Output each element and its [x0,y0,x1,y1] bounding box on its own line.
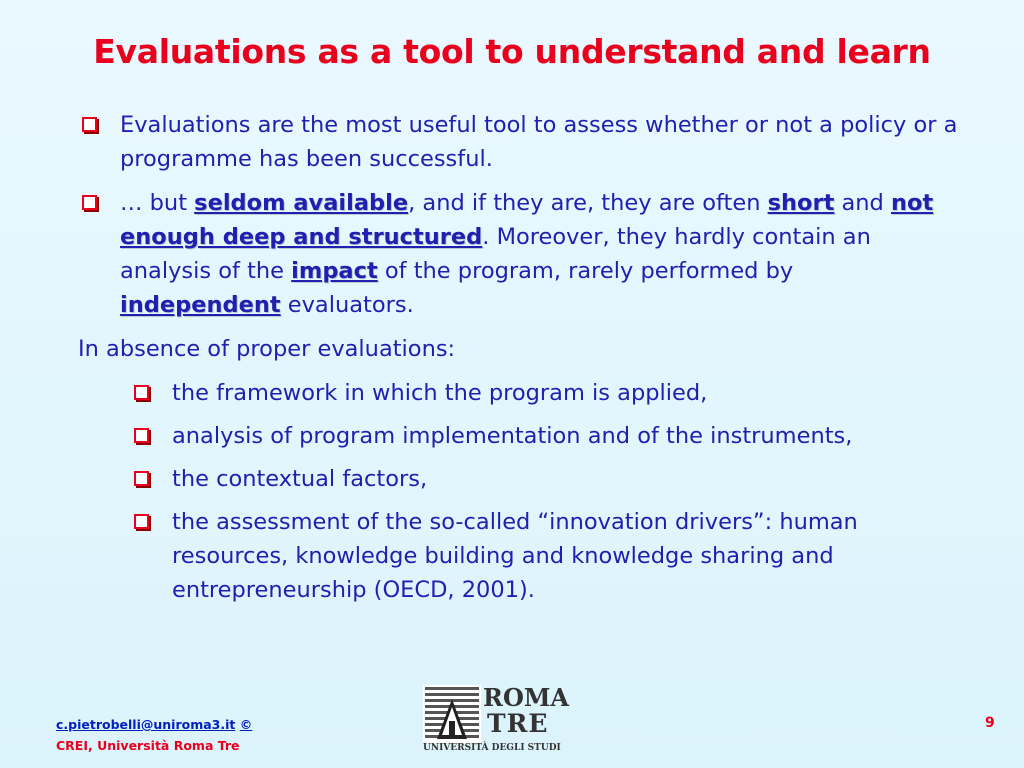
highlight-text: impact [291,258,378,284]
sub-bullet-text: the contextual factors, [172,466,428,492]
bullet-text-part: , and if they are, they are often [408,190,768,216]
highlight-text: independent [120,292,281,318]
email-link[interactable]: c.pietrobelli@uniroma3.it [56,717,236,732]
highlight-text: seldom available [194,190,409,216]
bullet-item [78,186,958,322]
university-emblem-icon [423,685,481,743]
checkbox-bullet-icon [82,117,97,132]
sub-bullet-item [130,505,958,607]
footer-credits [56,714,252,756]
bullet-text: Evaluations are the most useful tool to assess whether or not a policy or a programme has been successful. [120,112,958,172]
bullet-item [78,108,958,176]
highlight-text: short [767,190,835,216]
checkbox-bullet-icon [134,471,149,486]
sub-bullet-item [130,376,958,410]
logo-tre-text: TRE [487,709,549,738]
sub-bullet-item [130,419,958,453]
highlight-text: not enough deep and structured [120,190,934,250]
checkbox-bullet-icon [134,385,149,400]
absence-heading: In absence of proper evaluations: [78,336,456,362]
bullet-text-part: … but [120,190,195,216]
sub-bullet-text: the assessment of the so-called “innovation drivers”: human resources, knowledge building and knowledge sharing and entrepreneurship (OECD, 2001). [172,509,858,603]
logo-roma-text: ROMA [483,683,570,712]
institution-label: CREI, Università Roma Tre [56,738,240,753]
sub-bullet-item [130,462,958,496]
checkbox-bullet-icon [134,428,149,443]
bullet-text-part: evaluators. [280,292,414,318]
sub-bullet-text: analysis of program implementation and of the instruments, [172,423,853,449]
checkbox-bullet-icon [82,195,97,210]
roma-tre-logo [423,683,570,755]
slide-content [78,108,958,616]
slide-title: Evaluations as a tool to understand and learn [93,32,931,71]
bullet-text-part: of the program, rarely performed by [377,258,794,284]
logo-university-text: UNIVERSITÀ DEGLI STUDI [423,743,561,753]
sub-bullet-text: the framework in which the program is applied, [172,380,708,406]
copyright-link[interactable]: © [239,717,253,732]
page-number: 9 [985,715,995,731]
bullet-text-part: and [834,190,891,216]
bullet-text-part: . Moreover, they hardly contain an analysis of the [120,224,871,284]
checkbox-bullet-icon [134,514,149,529]
